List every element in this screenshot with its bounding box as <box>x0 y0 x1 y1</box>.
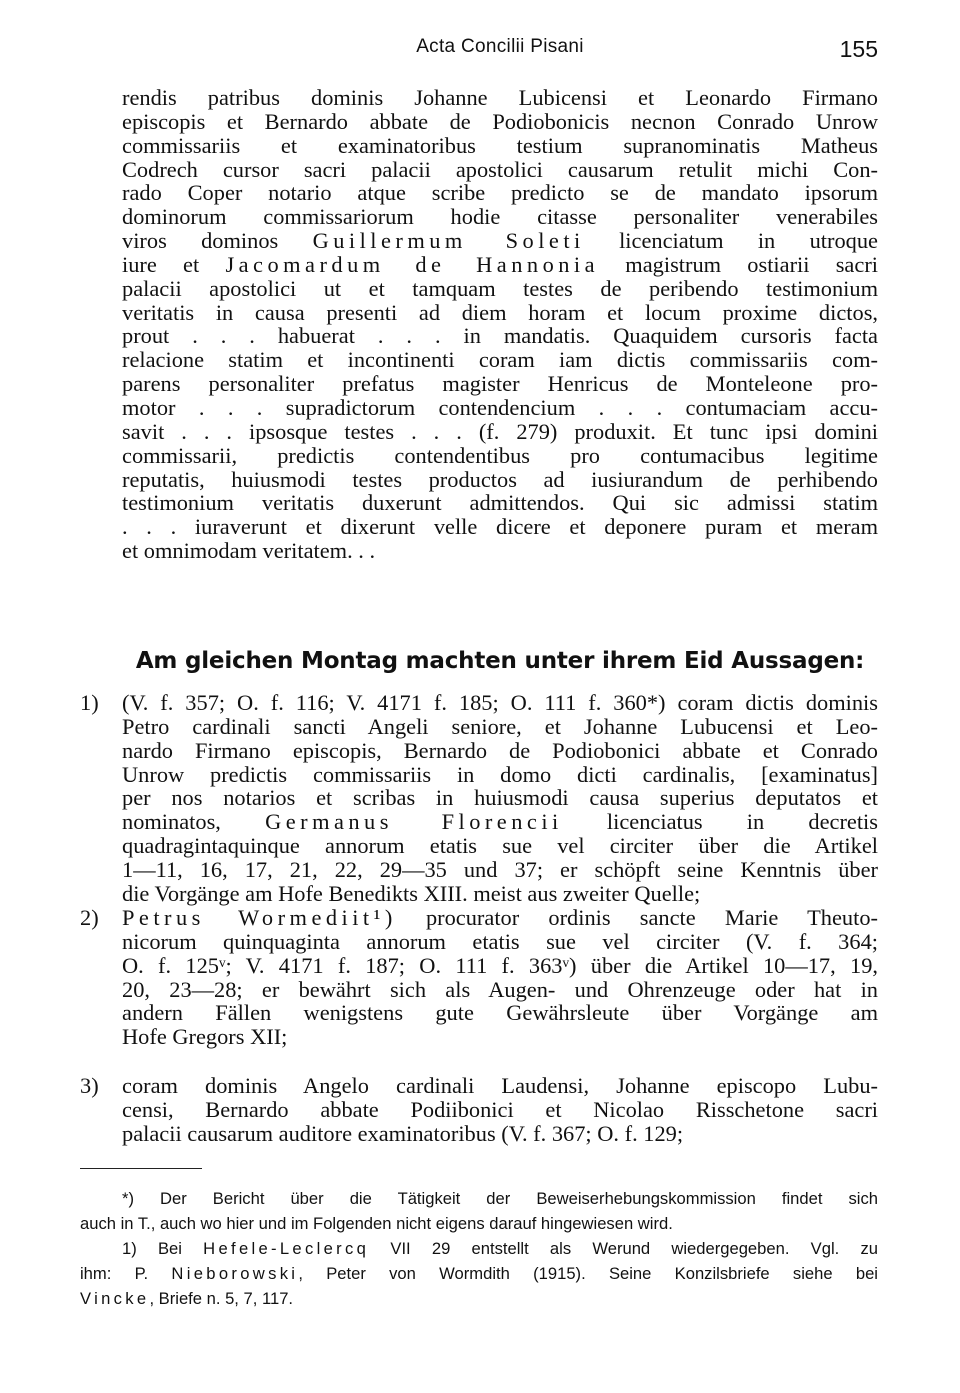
text-line: per nos notarios et scribas in huiusmodi causa superius deputatos et <box>122 785 878 811</box>
text-line: testimonium veritatis duxerunt admittendos. Qui sic admissi statim <box>122 490 878 516</box>
footnote-line: Vincke, Briefe n. 5, 7, 117. <box>80 1289 294 1308</box>
section-heading: Am gleichen Montag machten unter ihrem Eid Aussagen: <box>135 648 865 674</box>
spaced-name: Guillermum Soleti <box>312 228 585 254</box>
spaced-name: Hefele-Leclercq <box>203 1239 370 1258</box>
text-line: nardo Firmano episcopis, Bernardo de Podiobonici abbate et Conrado <box>122 737 878 763</box>
footnote-rule <box>80 1168 202 1169</box>
spaced-name: Jacomardum de Hannonia <box>225 251 600 277</box>
text-line: veritatis in causa presenti ad diem horam et locum proxime dictos, <box>122 299 878 325</box>
text-line: motor . . . supradictorum contendencium . . . contumaciam accu- <box>122 394 878 420</box>
text-line: Hofe Gregors XII; <box>122 1024 288 1050</box>
item-text <box>122 691 878 906</box>
spaced-name: Vincke <box>80 1289 150 1308</box>
text-line: parens personaliter prefatus magister Henricus de Monteleone pro- <box>122 371 878 397</box>
footnote-line: *) Der Bericht über die Tätigkeit der Beweiserhebungskommission findet sich <box>122 1189 878 1208</box>
footnote <box>80 1186 878 1236</box>
text-line: palacii causarum auditore examinatoribus (V. f. 367; O. f. 129; <box>122 1120 684 1146</box>
item-number: 3) <box>80 1073 99 1098</box>
text-line: Unrow predictis commissariis in domo dicti cardinalis, [examinatus] <box>122 761 878 787</box>
spaced-name: Nieborowski <box>171 1264 299 1283</box>
list-item <box>80 1074 878 1146</box>
text-line: reputatis, huiusmodi testes productos ad iusiurandum de perhibendo <box>122 466 878 492</box>
text-line: O. f. 125ᵛ; V. 4171 f. 187; O. 111 f. 363ᵛ) über die Artikel 10—17, 19, <box>122 952 878 978</box>
text-line: savit . . . ipsosque testes . . . (f. 279) produxit. Et tunc ipsi domini <box>122 418 878 444</box>
text-line: rado Coper notario atque scribe predicto se de mandato ipsorum <box>122 180 878 206</box>
text-line: commissarii, predictis contendentibus pro contumacibus legitime <box>122 442 878 468</box>
list-item <box>80 906 878 1049</box>
text-line: Codrech cursor sacri palacii apostolici causarum retulit michi Con- <box>122 156 878 182</box>
text-line: coram dominis Angelo cardinali Laudensi, Johanne episcopo Lubu- <box>122 1073 878 1098</box>
text-line: andern Fällen wenigstens gute Gewährsleute über Vorgänge am <box>122 1000 878 1026</box>
footnotes <box>80 1186 878 1311</box>
item-number: 2) <box>80 905 99 930</box>
text-line: episcopis et Bernardo abbate de Podiobonicis necnon Conrado Unrow <box>122 108 878 134</box>
text-line: Petrus Wormediit¹) procurator ordinis sancte Marie Theuto- <box>122 905 878 930</box>
text-line: Petro cardinali sancti Angeli seniore, et Johanne Lubucensi et Leo- <box>122 713 878 739</box>
text-line: . . . iuraverunt et dixerunt velle dicere et deponere puram et meram <box>122 514 878 540</box>
text-line: et omnimodam veritatem. . . <box>122 538 376 564</box>
text-line: die Vorgänge am Hofe Benedikts XIII. meist aus zweiter Quelle; <box>122 880 701 906</box>
text-line: 20, 23—28; er bewährt sich als Augen- und Ohrenzeuge oder hat in <box>122 976 878 1002</box>
list-item <box>80 691 878 906</box>
running-title: Acta Concilii Pisani <box>416 36 584 57</box>
text-line: nominatos, Germanus Florencii licenciatus in decretis <box>122 809 878 835</box>
footnote <box>80 1236 878 1311</box>
text-line: prout . . . habuerat . . . in mandatis. Quaquidem cursoris facta <box>122 323 878 349</box>
text-line: (V. f. 357; O. f. 116; V. 4171 f. 185; O. 111 f. 360*) coram dictis dominis <box>122 690 878 715</box>
page-number: 155 <box>839 36 878 62</box>
text-line: censi, Bernardo abbate Podiibonici et Nicolao Risschetone sacri <box>122 1096 878 1122</box>
text-line: dominorum commissariorum hodie citasse personaliter venerabiles <box>122 204 878 230</box>
spaced-name: Germanus Florencii <box>265 809 563 835</box>
text-line: commissariis et examinatoribus testium supranominatis Matheus <box>122 132 878 158</box>
spaced-name: Petrus Wormediit¹) <box>122 905 397 930</box>
footnote-line: auch in T., auch wo hier und im Folgenden nicht eigens darauf hingewiesen wird. <box>80 1214 673 1233</box>
text-line: nicorum quinquaginta annorum etatis sue vel circiter (V. f. 364; <box>122 928 878 954</box>
item-text <box>122 1074 878 1146</box>
body-paragraph <box>122 86 878 563</box>
text-line: iure et Jacomardum de Hannonia magistrum ostiarii sacri <box>122 251 878 277</box>
text-line: relacione statim et incontinenti coram iam dictis commissariis com- <box>122 347 878 373</box>
footnote-line: ihm: P. Nieborowski, Peter von Wormdith (1915). Seine Konzilsbriefe siehe bei <box>80 1264 878 1283</box>
footnote-line: 1) Bei Hefele-Leclercq VII 29 entstellt als Werund wiedergegeben. Vgl. zu <box>122 1239 878 1258</box>
text-line: quadragintaquinque annorum etatis sue vel circiter über die Artikel <box>122 833 878 859</box>
page-header <box>122 32 878 72</box>
item-text <box>122 906 878 1049</box>
text-line: 1—11, 16, 17, 21, 22, 29—35 und 37; er schöpft seine Kenntnis über <box>122 856 878 882</box>
item-number: 1) <box>80 690 99 715</box>
text-line: palacii apostolici ut et tamquam testes de peribendo testimonium <box>122 275 878 301</box>
text-line: rendis patribus dominis Johanne Lubicensi et Leonardo Firmano <box>122 85 878 110</box>
text-line: viros dominos Guillermum Soleti licenciatum in utroque <box>122 228 878 254</box>
